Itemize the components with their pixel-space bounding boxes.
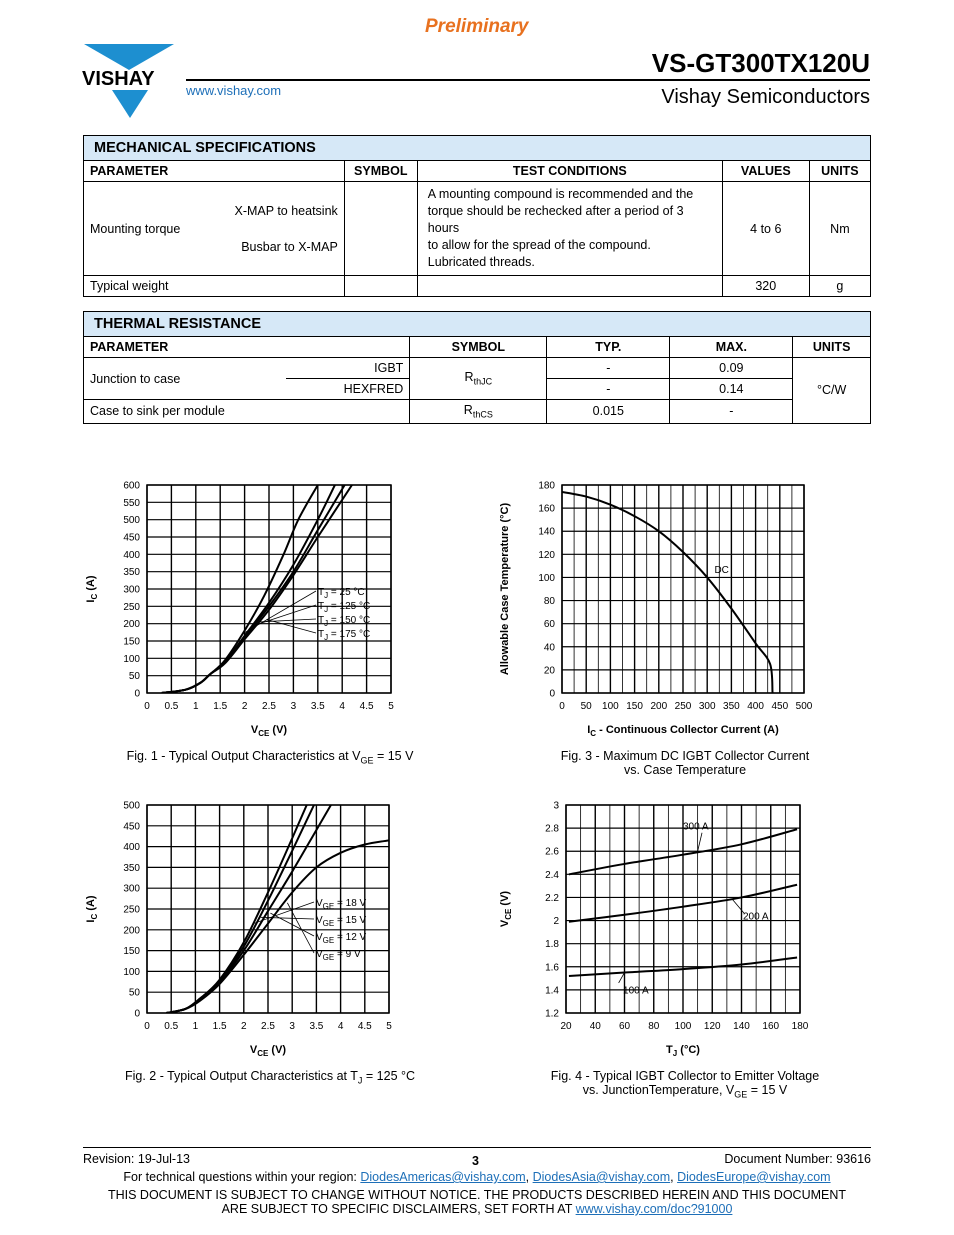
x-tick-label: 4.5 xyxy=(359,701,374,712)
y-tick-label: 1.6 xyxy=(545,962,559,974)
questions-line: For technical questions within your region: DiodesAmericas@vishay.com, DiodesAsia@vishay.com, DiodesEurope@vishay.com xyxy=(123,1170,831,1184)
x-tick-label: 0 xyxy=(144,701,150,712)
y-tick-label: 400 xyxy=(123,549,140,561)
hexfred-typ: - xyxy=(547,379,670,400)
cs-label: Case to sink per module xyxy=(84,400,410,424)
x-tick-label: 1.5 xyxy=(212,1021,227,1032)
x-tick-label: 160 xyxy=(762,1021,780,1032)
page-title: VS-GT300TX120U xyxy=(651,48,870,78)
col-parameter: PARAMETER xyxy=(84,337,410,358)
weight-label: Typical weight xyxy=(84,276,345,297)
torque-conditions xyxy=(417,182,722,276)
y-tick-label: 450 xyxy=(123,532,140,544)
condition-line: A mounting compound is recommended and the xyxy=(427,187,694,201)
weight-unit: g xyxy=(809,276,870,297)
x-tick-label: 3 xyxy=(289,1021,295,1032)
y-tick-label: 200 xyxy=(123,619,140,631)
x-tick-label: 4 xyxy=(339,701,345,712)
x-tick-label: 5 xyxy=(388,701,394,712)
y-tick-label: 1.2 xyxy=(545,1008,559,1020)
series-leader-line xyxy=(619,973,625,983)
series-leader-line xyxy=(287,903,314,953)
y-axis-label: $I_C$ (A) xyxy=(85,895,99,923)
x-tick-label: 400 xyxy=(747,701,764,712)
x-tick-label: 80 xyxy=(648,1021,660,1032)
series-line xyxy=(562,492,773,693)
y-tick-label: 140 xyxy=(538,526,555,538)
logo-text: VISHAY xyxy=(82,68,155,90)
condition-line: to allow for the spread of the compound. xyxy=(427,238,651,252)
x-tick-label: 4 xyxy=(337,1021,344,1032)
revision: Revision: 19-Jul-13 xyxy=(83,1152,190,1166)
weight-value: 320 xyxy=(722,276,809,297)
series-label: $V_{GE} = 9$ V xyxy=(316,949,361,962)
fig3-chart xyxy=(490,475,870,745)
series-label: $T_J = 25$ °C xyxy=(318,587,365,600)
y-tick-label: 300 xyxy=(123,584,140,596)
y-axis-label: Allowable Case Temperature (°C) xyxy=(499,502,511,676)
y-tick-label: 500 xyxy=(123,515,140,527)
x-tick-label: 3 xyxy=(290,701,297,712)
y-tick-label: 100 xyxy=(123,966,140,978)
email-americas-link[interactable]: DiodesAmericas@vishay.com xyxy=(360,1170,526,1184)
fig3-plot xyxy=(490,475,870,745)
fig2-caption: Fig. 2 - Typical Output Characteristics at $T_J = 125$ °C xyxy=(124,1069,416,1086)
condition-line: Lubricated threads. xyxy=(427,255,535,269)
fig1-plot xyxy=(80,475,450,745)
thermal-title: THERMAL RESISTANCE xyxy=(84,312,871,337)
series-label: $V_{GE} = 18$ V xyxy=(316,898,367,911)
y-axis-label: $V_{CE}$ (V) xyxy=(499,890,513,928)
series-label: $V_{GE} = 12$ V xyxy=(316,932,367,945)
fig2-plot xyxy=(80,795,450,1065)
x-tick-label: 2.5 xyxy=(261,1021,275,1032)
col-max: MAX. xyxy=(670,337,793,358)
y-tick-label: 300 xyxy=(123,883,140,895)
y-tick-label: 50 xyxy=(128,671,140,683)
y-tick-label: 1.8 xyxy=(545,939,559,951)
thermal-unit: °C/W xyxy=(793,358,871,424)
x-tick-label: 100 xyxy=(674,1021,692,1032)
document-number: Document Number: 93616 xyxy=(724,1152,871,1166)
x-tick-label: 0.5 xyxy=(164,1021,179,1032)
y-tick-label: 100 xyxy=(538,572,555,584)
y-tick-label: 0 xyxy=(549,688,555,700)
fig1-chart xyxy=(80,475,450,745)
series-leader-line xyxy=(267,620,316,633)
x-tick-label: 100 xyxy=(602,701,619,712)
y-tick-label: 550 xyxy=(123,497,140,509)
x-tick-label: 0 xyxy=(144,1021,150,1032)
y-tick-label: 2 xyxy=(553,916,559,928)
x-axis-label: $T_J$ (°C) xyxy=(666,1044,700,1058)
preliminary-label: Preliminary xyxy=(425,16,529,37)
x-axis-label: $V_{CE}$ (V) xyxy=(249,1044,287,1058)
disclaimer-line1: THIS DOCUMENT IS SUBJECT TO CHANGE WITHOUT NOTICE. THE PRODUCTS DESCRIBED HEREIN AND THIS DOCUMENT xyxy=(107,1188,847,1202)
weight-conditions xyxy=(417,276,722,297)
x-tick-label: 1.5 xyxy=(213,701,228,712)
col-symbol: SYMBOL xyxy=(410,337,547,358)
igbt-label: IGBT xyxy=(286,358,410,379)
fig4-caption: Fig. 4 - Typical IGBT Collector to Emitter Voltage vs. JunctionTemperature, $V_{GE} = 15$ V xyxy=(550,1069,820,1100)
igbt-max: 0.09 xyxy=(670,358,793,379)
x-tick-label: 140 xyxy=(733,1021,750,1032)
page-number: 3 xyxy=(472,1154,479,1168)
torque-unit: Nm xyxy=(809,182,870,276)
col-units: UNITS xyxy=(793,337,871,358)
y-tick-label: 80 xyxy=(543,596,555,608)
x-tick-label: 3.5 xyxy=(309,1021,324,1032)
y-tick-label: 600 xyxy=(123,480,140,492)
y-tick-label: 2.8 xyxy=(545,823,559,835)
x-tick-label: 500 xyxy=(795,701,813,712)
y-tick-label: 60 xyxy=(543,619,555,631)
x-tick-label: 2 xyxy=(241,1021,247,1032)
y-tick-label: 2.4 xyxy=(545,869,559,881)
y-tick-label: 20 xyxy=(543,665,555,677)
y-tick-label: 2.6 xyxy=(545,846,559,858)
x-tick-label: 2.5 xyxy=(262,701,276,712)
y-axis-label: $I_C$ (A) xyxy=(85,575,99,603)
fig4-plot xyxy=(490,795,870,1065)
col-parameter: PARAMETER xyxy=(84,161,345,182)
hexfred-max: 0.14 xyxy=(670,379,793,400)
torque-symbol xyxy=(344,182,417,276)
mechanical-title: MECHANICAL SPECIFICATIONS xyxy=(84,136,871,161)
x-tick-label: 1 xyxy=(193,701,199,712)
condition-line: torque should be rechecked after a period of 3 hours xyxy=(427,204,684,235)
vishay-logo[interactable] xyxy=(82,44,178,118)
torque-label: Mounting torque xyxy=(84,182,192,276)
disclaimer-line2: ARE SUBJECT TO SPECIFIC DISCLAIMERS, SET FORTH AT www.vishay.com/doc?91000 xyxy=(221,1202,733,1216)
x-tick-label: 1 xyxy=(192,1021,199,1032)
x-tick-label: 200 xyxy=(650,701,668,712)
y-tick-label: 150 xyxy=(123,636,140,648)
weight-symbol xyxy=(344,276,417,297)
torque-heatsink: X-MAP to heatsink xyxy=(234,203,338,218)
y-tick-label: 200 xyxy=(123,925,140,937)
mechanical-specifications-table xyxy=(83,135,871,297)
series-label: $T_J = 150$ °C xyxy=(318,615,371,628)
website-link[interactable]: www.vishay.com xyxy=(186,83,282,98)
x-tick-label: 60 xyxy=(618,1021,631,1032)
fig2-chart xyxy=(80,795,450,1065)
torque-value: 4 to 6 xyxy=(722,182,809,276)
fig4-chart xyxy=(490,795,870,1065)
y-tick-label: 450 xyxy=(123,821,140,833)
thermal-resistance-table xyxy=(83,311,871,424)
col-typ: TYP. xyxy=(547,337,670,358)
x-tick-label: 150 xyxy=(626,701,643,712)
x-tick-label: 5 xyxy=(386,1021,392,1032)
series-label: $T_J = 125$ °C xyxy=(318,601,371,614)
vishay-logo-icon xyxy=(82,44,178,118)
y-tick-label: 350 xyxy=(123,567,140,579)
y-tick-label: 250 xyxy=(123,904,140,916)
cs-typ: 0.015 xyxy=(547,400,670,424)
x-tick-label: 40 xyxy=(589,1021,601,1032)
x-tick-label: 0.5 xyxy=(164,701,179,712)
y-tick-label: 40 xyxy=(543,642,555,654)
cs-max: - xyxy=(670,400,793,424)
y-tick-label: 0 xyxy=(134,688,140,700)
x-tick-label: 0 xyxy=(559,701,565,712)
y-tick-label: 1.4 xyxy=(545,985,559,997)
col-test-conditions: TEST CONDITIONS xyxy=(417,161,722,182)
y-tick-label: 150 xyxy=(123,946,140,958)
x-axis-label: $I_C$ - Continuous Collector Current (A) xyxy=(587,724,779,738)
x-tick-label: 20 xyxy=(560,1021,572,1032)
col-symbol: SYMBOL xyxy=(344,161,417,182)
y-tick-label: 120 xyxy=(538,549,555,561)
x-tick-label: 4.5 xyxy=(357,1021,372,1032)
disclaimer-link[interactable]: www.vishay.com/doc?91000 xyxy=(575,1202,733,1216)
y-tick-label: 50 xyxy=(128,987,140,999)
fig3-caption: Fig. 3 - Maximum DC IGBT Collector Current vs. Case Temperature xyxy=(560,749,810,777)
igbt-typ: - xyxy=(547,358,670,379)
series-label: DC xyxy=(714,564,729,576)
cs-symbol: $R_{thCS}$ xyxy=(410,400,547,424)
series-label: 300 A xyxy=(683,821,709,833)
col-units: UNITS xyxy=(809,161,870,182)
y-tick-label: 350 xyxy=(123,862,140,874)
x-tick-label: 450 xyxy=(771,701,789,712)
x-tick-label: 350 xyxy=(723,701,740,712)
x-axis-label: $V_{CE}$ (V) xyxy=(250,724,288,738)
y-tick-label: 100 xyxy=(123,653,140,665)
y-tick-label: 160 xyxy=(538,503,555,515)
header-rule xyxy=(186,79,870,81)
col-values: VALUES xyxy=(722,161,809,182)
email-europe-link[interactable]: DiodesEurope@vishay.com xyxy=(677,1170,831,1184)
torque-subrows xyxy=(191,182,344,276)
footer-rule xyxy=(83,1147,871,1148)
jc-label: Junction to case xyxy=(84,358,287,400)
series-label: $T_J = 175$ °C xyxy=(318,629,371,642)
y-tick-label: 250 xyxy=(123,601,140,613)
x-tick-label: 50 xyxy=(580,701,592,712)
series-label: 100 A xyxy=(623,985,649,997)
series-leader-line xyxy=(698,833,702,851)
x-tick-label: 2 xyxy=(241,701,248,712)
jc-symbol: $R_{thJC}$ xyxy=(410,358,547,400)
series-group xyxy=(562,492,773,693)
y-tick-label: 2.2 xyxy=(545,892,559,904)
hexfred-label: HEXFRED xyxy=(286,379,410,400)
series-label: 200 A xyxy=(742,911,769,923)
x-tick-label: 300 xyxy=(698,701,716,712)
series-line xyxy=(166,840,389,1013)
x-tick-label: 3.5 xyxy=(310,701,325,712)
y-tick-label: 500 xyxy=(123,800,140,812)
email-asia-link[interactable]: DiodesAsia@vishay.com xyxy=(532,1170,671,1184)
series-label: $V_{GE} = 15$ V xyxy=(316,915,367,928)
y-tick-label: 0 xyxy=(134,1008,140,1020)
y-tick-label: 400 xyxy=(123,842,140,854)
y-tick-label: 3 xyxy=(553,800,559,812)
x-tick-label: 120 xyxy=(703,1021,721,1032)
page-subtitle: Vishay Semiconductors xyxy=(661,86,870,108)
x-tick-label: 180 xyxy=(791,1021,809,1032)
fig1-caption: Fig. 1 - Typical Output Characteristics at $V_{GE} = 15$ V xyxy=(126,749,414,766)
torque-busbar: Busbar to X-MAP xyxy=(241,239,338,254)
x-tick-label: 250 xyxy=(674,701,692,712)
y-tick-label: 180 xyxy=(538,480,555,492)
